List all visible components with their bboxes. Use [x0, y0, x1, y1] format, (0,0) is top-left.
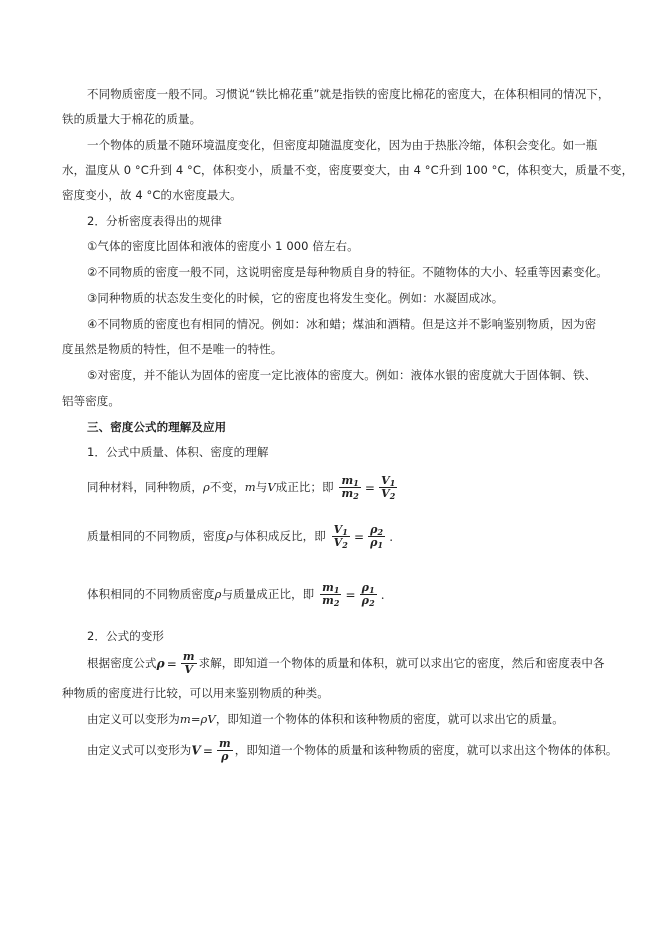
paragraph-line: 铁的质量大于棉花的质量。	[62, 112, 202, 126]
subsection-title: 2．分析密度表得出的规律	[87, 214, 223, 228]
equals-sign: =	[202, 743, 213, 758]
rho-symbol: ρ	[156, 656, 165, 671]
equals-sign: =	[166, 656, 177, 671]
m-symbol: m	[244, 480, 256, 494]
rule-item: ③同种物质的状态发生变化的时候，它的密度也将发生变化。例如：水凝固成冰。	[87, 291, 504, 305]
rule-item: ⑤对密度，并不能认为固体的密度一定比液体的密度大。例如：液体水银的密度就大于固体铜、铁、	[87, 368, 597, 382]
section-title: 三、密度公式的理解及应用	[87, 420, 227, 434]
equals-sign: =	[345, 587, 356, 602]
subsection-title: 1．公式中质量、体积、密度的理解	[87, 445, 269, 459]
formula-text: 求解，即知道一个物体的质量和体积，就可以求出它的密度，然后和密度表中各	[198, 656, 605, 670]
formula-text: 与质量成正比，即	[221, 587, 315, 601]
fraction-v1-v2: $\frac{V_1}{V_2}$	[381, 474, 396, 501]
formula-text: 与体积成反比，即	[233, 529, 326, 543]
formula-text: 体积相同的不同物质密度	[87, 587, 215, 601]
fraction-v1-v2: $\frac{V_1}{V_2}$	[333, 523, 348, 550]
formula-text: 由定义可以变形为	[87, 712, 180, 726]
period: .	[380, 587, 385, 602]
fraction-m-rho: $\frac{m}{\rho}$	[218, 737, 231, 763]
formula-text: 质量相同的不同物质，密度	[87, 529, 227, 543]
rho-symbol: ρ	[226, 529, 234, 543]
paragraph-line: 密度变小，故 4 °C的水密度最大。	[62, 188, 242, 202]
formula-text: ，即知道一个物体的体积和该种物质的密度，就可以求出它的质量。	[215, 712, 564, 726]
rule-item: 度虽然是物质的特性，但不是唯一的特性。	[62, 342, 283, 356]
paragraph-line: 种物质的密度进行比较，可以用来鉴别物质的种类。	[62, 686, 329, 700]
transform-line-2	[87, 711, 564, 727]
period: .	[389, 529, 394, 544]
equals-sign: =	[364, 480, 376, 495]
paragraph-line: 不同物质密度一般不同。习惯说“铁比棉花重”就是指铁的密度比棉花的密度大，在体积相同的情况下，	[87, 87, 610, 101]
subsection-title: 2．公式的变形	[87, 629, 165, 643]
formula-text: 成正比；即	[275, 480, 334, 494]
fraction-m1-m2: $\frac{m_1}{m_2}$	[341, 474, 359, 501]
formula-text: ，即知道一个物体的质量和该种物质的密度，就可以求出这个物体的体积。	[234, 743, 618, 757]
formula-text: 不变，	[209, 480, 245, 494]
rule-item: 铝等密度。	[62, 394, 120, 408]
fraction-rho1-rho2: $\frac{\rho_1}{\rho_2}$	[361, 581, 375, 608]
rule-item: ②不同物质的密度一般不同，这说明密度是每种物质自身的特征。不随物体的大小、轻重等因素变化。	[87, 265, 608, 279]
formula-m-rho-v: m=ρV	[179, 712, 216, 726]
rule-item: ④不同物质的密度也有相同的情况。例如：冰和蜡；煤油和酒精。但是这并不影响鉴别物质，因为密	[87, 317, 597, 331]
rho-symbol: ρ	[203, 480, 210, 494]
rule-item: ①气体的密度比固体和液体的密度小 1 000 倍左右。	[87, 239, 359, 253]
formula-line-2	[87, 519, 395, 553]
fraction-rho2-rho1: $\frac{\rho_2}{\rho_1}$	[370, 523, 384, 550]
rho-symbol: ρ	[214, 587, 222, 601]
formula-text: 由定义式可以变形为	[87, 743, 192, 757]
paragraph-line: 水，温度从 0 °C升到 4 °C，体积变小，质量不变，密度要变大，由 4 °C升到 100 °C，体积变大，质量不变，	[62, 163, 634, 177]
transform-line-1	[87, 648, 605, 678]
fraction-m-v: $\frac{m}{V}$	[182, 650, 195, 676]
equals-sign: =	[353, 529, 365, 544]
formula-text: 与	[255, 480, 268, 494]
transform-line-3	[87, 734, 618, 766]
v-symbol: V	[267, 480, 276, 494]
paragraph-line: 一个物体的质量不随环境温度变化，但密度却随温度变化，因为由于热胀冷缩，体积会变化。如一瓶	[87, 138, 598, 152]
formula-text: 根据密度公式	[87, 656, 157, 670]
formula-line-3	[87, 577, 387, 611]
fraction-m1-m2: $\frac{m_1}{m_2}$	[322, 581, 340, 608]
v-symbol: V	[191, 743, 201, 758]
formula-line-1	[87, 470, 399, 504]
formula-text: 同种材料，同种物质，	[87, 480, 203, 494]
